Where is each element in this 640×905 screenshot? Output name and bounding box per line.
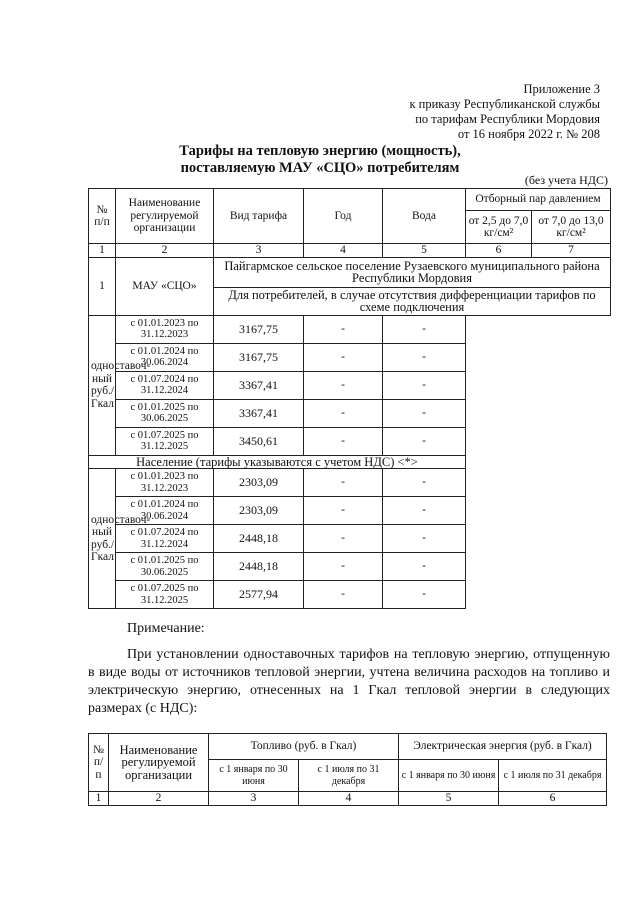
column-number: 5 bbox=[399, 792, 499, 806]
steam-tariff-1: - bbox=[304, 581, 383, 609]
steam-tariff-2: - bbox=[383, 315, 466, 343]
column-number: 6 bbox=[499, 792, 607, 806]
table-row bbox=[89, 497, 611, 525]
steam-tariff-1: - bbox=[304, 315, 383, 343]
period: с 01.01.2023 по 31.12.2023 bbox=[116, 469, 214, 497]
table-row bbox=[89, 469, 611, 497]
water-tariff: 2448,18 bbox=[214, 553, 304, 581]
header-num: № п/п bbox=[89, 734, 109, 792]
header-electricity: Электрическая энергия (руб. в Гкал) bbox=[399, 734, 607, 760]
header-period: с 1 января по 30 июня bbox=[399, 760, 499, 792]
water-tariff: 2303,09 bbox=[214, 469, 304, 497]
header-num: № п/п bbox=[89, 189, 116, 244]
steam-tariff-2: - bbox=[383, 525, 466, 553]
group-label: Для потребителей, в случае отсутствия дифференциации тарифов по схеме подключения bbox=[214, 287, 611, 315]
period: с 01.07.2024 по 31.12.2024 bbox=[116, 371, 214, 399]
table-row bbox=[89, 581, 611, 609]
org-name: МАУ «СЦО» bbox=[116, 257, 214, 315]
header-period: с 1 июля по 31 декабря bbox=[499, 760, 607, 792]
table-row bbox=[89, 343, 611, 371]
steam-tariff-2: - bbox=[383, 469, 466, 497]
region-label: Пайгармское сельское поселение Рузаевского муниципального района Республики Мордовия bbox=[214, 257, 611, 287]
appendix-line: по тарифам Республики Мордовия bbox=[415, 112, 600, 126]
period: с 01.07.2025 по 31.12.2025 bbox=[116, 427, 214, 455]
column-number: 7 bbox=[532, 244, 611, 258]
steam-tariff-1: - bbox=[304, 343, 383, 371]
group-label: Население (тарифы указываются с учетом НДС) <*> bbox=[89, 455, 466, 469]
appendix-line: Приложение 3 bbox=[523, 82, 600, 96]
appendix-line: к приказу Республиканской службы bbox=[409, 97, 600, 111]
water-tariff: 3167,75 bbox=[214, 343, 304, 371]
table-row bbox=[89, 399, 611, 427]
column-number: 4 bbox=[299, 792, 399, 806]
period: с 01.01.2023 по 31.12.2023 bbox=[116, 315, 214, 343]
water-tariff: 2577,94 bbox=[214, 581, 304, 609]
document-title bbox=[0, 143, 640, 177]
note-paragraph: При установлении одноставочных тарифов на тепловую энергию, отпущенную в виде воды от источников тепловой энергии, учтена величина расходов на топливо и электрическую энергию, отнесенных на 1 Гкал тепловой энергии в следующих размерах (с НДС): bbox=[88, 647, 610, 716]
header-fuel: Топливо (руб. в Гкал) bbox=[209, 734, 399, 760]
column-number: 1 bbox=[89, 792, 109, 806]
column-number: 2 bbox=[109, 792, 209, 806]
column-number: 3 bbox=[209, 792, 299, 806]
title-line: поставляемую МАУ «СЦО» потребителям bbox=[180, 160, 460, 176]
tariff-type: одноставоч-ный руб./Гкал bbox=[89, 315, 116, 455]
column-number: 5 bbox=[383, 244, 466, 258]
tariff-type: одноставоч-ный руб./Гкал bbox=[89, 469, 116, 609]
steam-tariff-1: - bbox=[304, 553, 383, 581]
table-row bbox=[89, 553, 611, 581]
steam-tariff-2: - bbox=[383, 497, 466, 525]
header-steam: Отборный пар давлением bbox=[466, 189, 611, 211]
steam-tariff-2: - bbox=[383, 553, 466, 581]
period: с 01.07.2025 по 31.12.2025 bbox=[116, 581, 214, 609]
water-tariff: 3167,75 bbox=[214, 315, 304, 343]
note-label: Примечание: bbox=[127, 621, 205, 636]
steam-tariff-1: - bbox=[304, 497, 383, 525]
steam-tariff-2: - bbox=[383, 581, 466, 609]
header-period: с 1 июля по 31 декабря bbox=[299, 760, 399, 792]
appendix-line: от 16 ноября 2022 г. № 208 bbox=[457, 127, 600, 141]
header-water: Вода bbox=[383, 189, 466, 244]
header-org: Наименование регулируемой организации bbox=[109, 734, 209, 792]
appendix-header bbox=[409, 82, 600, 142]
period: с 01.01.2025 по 30.06.2025 bbox=[116, 553, 214, 581]
water-tariff: 3367,41 bbox=[214, 399, 304, 427]
period: с 01.01.2025 по 30.06.2025 bbox=[116, 399, 214, 427]
steam-tariff-1: - bbox=[304, 371, 383, 399]
table-row bbox=[89, 371, 611, 399]
row-number: 1 bbox=[89, 257, 116, 315]
header-type: Вид тарифа bbox=[214, 189, 304, 244]
header-steam-1: от 2,5 до 7,0 кг/см² bbox=[466, 211, 532, 244]
column-number: 4 bbox=[304, 244, 383, 258]
water-tariff: 3367,41 bbox=[214, 371, 304, 399]
period: с 01.01.2024 по 30.06.2024 bbox=[116, 497, 214, 525]
steam-tariff-1: - bbox=[304, 427, 383, 455]
steam-tariff-1: - bbox=[304, 525, 383, 553]
header-org: Наименование регулируемой организации bbox=[116, 189, 214, 244]
steam-tariff-1: - bbox=[304, 399, 383, 427]
steam-tariff-2: - bbox=[383, 427, 466, 455]
table-row bbox=[89, 427, 611, 455]
water-tariff: 3450,61 bbox=[214, 427, 304, 455]
column-number: 1 bbox=[89, 244, 116, 258]
steam-tariff-1: - bbox=[304, 469, 383, 497]
steam-tariff-2: - bbox=[383, 399, 466, 427]
header-year: Год bbox=[304, 189, 383, 244]
period: с 01.01.2024 по 30.06.2024 bbox=[116, 343, 214, 371]
table-row bbox=[89, 525, 611, 553]
header-steam-2: от 7,0 до 13,0 кг/см² bbox=[532, 211, 611, 244]
water-tariff: 2303,09 bbox=[214, 497, 304, 525]
title-line: Тарифы на тепловую энергию (мощность), bbox=[179, 143, 461, 159]
steam-tariff-2: - bbox=[383, 343, 466, 371]
water-tariff: 2448,18 bbox=[214, 525, 304, 553]
column-number: 6 bbox=[466, 244, 532, 258]
period: с 01.07.2024 по 31.12.2024 bbox=[116, 525, 214, 553]
header-period: с 1 января по 30 июня bbox=[209, 760, 299, 792]
cost-table bbox=[88, 733, 607, 806]
steam-tariff-2: - bbox=[383, 371, 466, 399]
vat-note: (без учета НДС) bbox=[524, 173, 608, 187]
tariff-table bbox=[88, 188, 611, 609]
column-number: 3 bbox=[214, 244, 304, 258]
table-row bbox=[89, 315, 611, 343]
column-number: 2 bbox=[116, 244, 214, 258]
